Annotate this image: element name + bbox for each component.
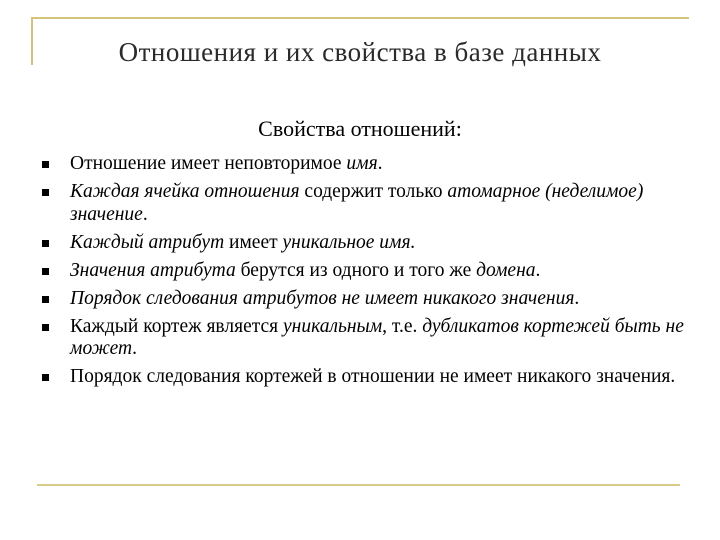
bullet-text-segment: домена bbox=[476, 259, 536, 281]
slide-title: Отношения и их свойства в базе данных bbox=[118, 37, 602, 67]
bullet-text-segment: . bbox=[535, 259, 541, 281]
bullet-text-segment: Каждый кортеж является bbox=[70, 315, 283, 337]
bullet-text-segment: имя bbox=[346, 153, 378, 174]
slide-subtitle: Свойства отношений: bbox=[258, 116, 462, 141]
bullet-text-segment: . bbox=[132, 338, 137, 359]
bullet-item bbox=[70, 366, 690, 389]
bullet-text-segment: . bbox=[377, 153, 383, 174]
bullet-text-segment: атомарное (неделимое) значение bbox=[70, 181, 644, 225]
bullet-text-segment: уникальное имя. bbox=[282, 231, 416, 253]
bullet-text-segment: Значения атрибута bbox=[70, 259, 236, 281]
frame-left-line bbox=[31, 17, 33, 65]
frame-top-line bbox=[31, 17, 689, 19]
square-bullet-icon bbox=[42, 268, 49, 275]
bullet-text-segment: Порядок следования кортежей в отношении не имеет никакого значения. bbox=[70, 366, 676, 387]
bullet-text-segment: берутся из одного и того же bbox=[235, 259, 477, 281]
bullet-text-segment: . bbox=[574, 287, 580, 309]
bullet-list bbox=[70, 153, 690, 394]
bullet-item bbox=[70, 232, 690, 255]
bullet-text-segment: . bbox=[142, 203, 148, 225]
bullet-text-segment: имеет bbox=[224, 231, 283, 253]
frame-bottom-line bbox=[37, 484, 680, 486]
bullet-item bbox=[70, 288, 690, 311]
bullet-text-segment: уникальным bbox=[283, 315, 383, 337]
square-bullet-icon bbox=[42, 324, 49, 331]
bullet-text-segment: дубликатов кортежей быть не может bbox=[70, 315, 684, 359]
bullet-item bbox=[70, 316, 690, 361]
bullet-text-segment: Каждая ячейка отношения bbox=[70, 181, 300, 202]
bullet-item bbox=[70, 153, 690, 176]
bullet-text-segment: , т.е. bbox=[382, 315, 423, 337]
bullet-text-segment: Каждый атрибут bbox=[70, 231, 225, 253]
square-bullet-icon bbox=[42, 374, 49, 381]
square-bullet-icon bbox=[42, 161, 49, 168]
bullet-item bbox=[70, 181, 690, 226]
square-bullet-icon bbox=[42, 296, 49, 303]
bullet-item bbox=[70, 260, 690, 283]
square-bullet-icon bbox=[42, 189, 49, 196]
bullet-text-segment: Порядок следования атрибутов не имеет никакого значения bbox=[70, 287, 575, 309]
square-bullet-icon bbox=[42, 240, 49, 247]
bullet-text-segment: содержит только bbox=[299, 181, 448, 202]
bullet-text-segment: Отношение имеет неповторимое bbox=[70, 153, 347, 174]
